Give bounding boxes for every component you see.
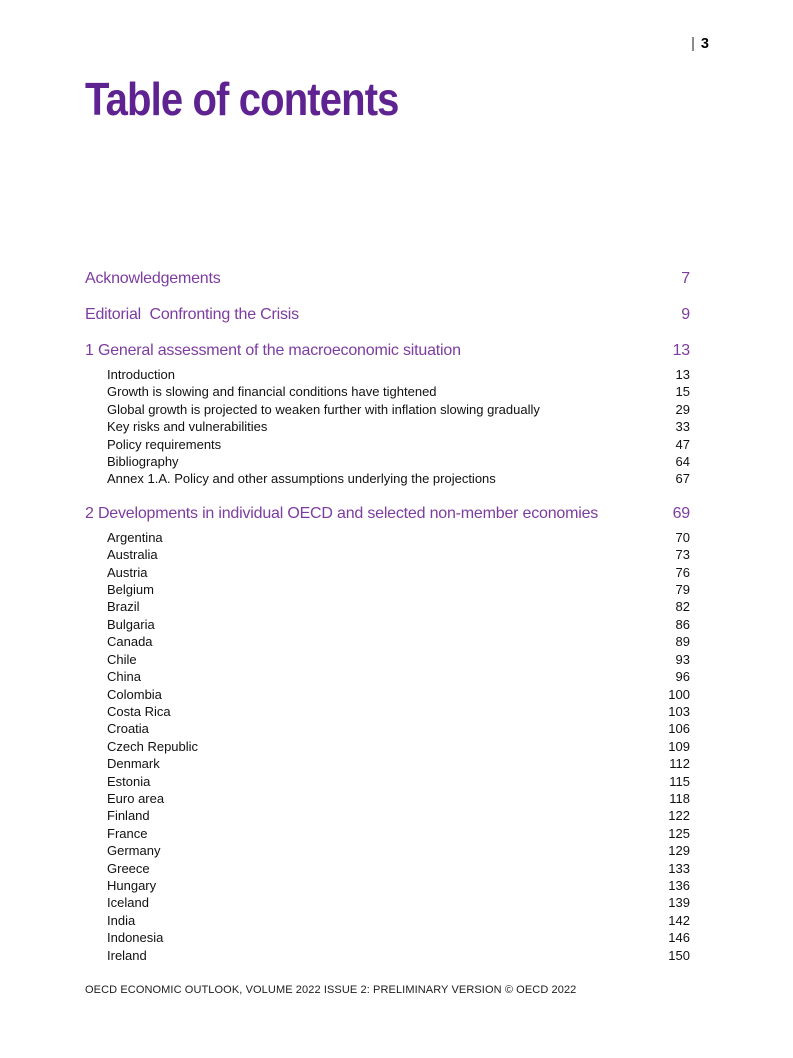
toc-entry-label[interactable]: Canada bbox=[107, 634, 153, 650]
toc-entry-label[interactable]: Colombia bbox=[107, 686, 162, 702]
toc-sub-row[interactable] bbox=[85, 912, 690, 929]
toc-entry-label[interactable]: Introduction bbox=[107, 367, 175, 382]
toc-entry-label[interactable]: Czech Republic bbox=[107, 738, 199, 754]
toc-sub-row[interactable] bbox=[85, 581, 690, 598]
toc-sub-row[interactable] bbox=[85, 947, 690, 964]
toc-entry-page: 15 bbox=[675, 384, 690, 400]
toc-entry-page: 89 bbox=[675, 634, 690, 650]
toc-sub-row[interactable] bbox=[85, 418, 690, 435]
toc-sub-row[interactable] bbox=[85, 877, 690, 894]
toc-entry-label[interactable]: Annex 1.A. Policy and other assumptions underlying the projections bbox=[107, 471, 496, 487]
toc-entry-page: 133 bbox=[668, 860, 690, 876]
toc-sub-row[interactable] bbox=[85, 842, 690, 859]
toc-entry-label[interactable]: Ireland bbox=[107, 947, 147, 963]
toc-sub-row[interactable] bbox=[85, 616, 690, 633]
toc-entry-page: 13 bbox=[672, 342, 690, 359]
toc-entry-label[interactable]: Argentina bbox=[107, 529, 163, 545]
toc-entry-label[interactable]: Australia bbox=[107, 547, 158, 563]
toc-entry-page: 146 bbox=[668, 930, 690, 946]
toc-entry-page: 129 bbox=[668, 843, 690, 859]
header-separator: | bbox=[691, 36, 695, 52]
toc-entry-page: 73 bbox=[675, 547, 690, 563]
toc-entry-label[interactable]: Growth is slowing and financial conditions have tightened bbox=[107, 384, 437, 400]
toc-entry-page: 106 bbox=[668, 721, 690, 737]
toc-entry-page: 125 bbox=[668, 825, 690, 841]
header-page-number: 3 bbox=[700, 36, 709, 52]
toc-entry-page: 93 bbox=[675, 651, 690, 667]
toc-entry-page: 150 bbox=[668, 947, 690, 963]
toc-sub-row[interactable] bbox=[85, 598, 690, 615]
toc-sub-row[interactable] bbox=[85, 825, 690, 842]
toc-entry-page: 122 bbox=[668, 808, 690, 824]
toc-entry-label[interactable]: Acknowledgements bbox=[85, 270, 221, 287]
toc-entry-page: 142 bbox=[668, 912, 690, 928]
toc-sub-row[interactable] bbox=[85, 436, 690, 453]
toc-entry-page: 118 bbox=[669, 790, 690, 806]
toc-entry-page: 82 bbox=[675, 599, 690, 615]
toc-sub-row[interactable] bbox=[85, 703, 690, 720]
toc-entry-page: 13 bbox=[675, 367, 690, 382]
toc-sub-row[interactable] bbox=[85, 470, 690, 487]
toc-entry-page: 9 bbox=[681, 306, 690, 323]
toc-entry-label[interactable]: Croatia bbox=[107, 721, 149, 737]
toc-sub-row[interactable] bbox=[85, 929, 690, 946]
toc-entry-page: 96 bbox=[675, 669, 690, 685]
toc-sub-row[interactable] bbox=[85, 773, 690, 790]
toc-sub-row[interactable] bbox=[85, 633, 690, 650]
toc-sub-row[interactable] bbox=[85, 564, 690, 581]
toc-entry-label[interactable]: Global growth is projected to weaken further with inflation slowing gradually bbox=[107, 401, 540, 417]
toc-entry-label[interactable]: Chile bbox=[107, 651, 137, 667]
toc-sub-row[interactable] bbox=[85, 738, 690, 755]
toc-entry-label[interactable]: 2 Developments in individual OECD and selected non-member economies bbox=[85, 504, 599, 522]
toc-entry-label[interactable]: France bbox=[107, 825, 148, 841]
toc-entry-label[interactable]: Key risks and vulnerabilities bbox=[107, 419, 268, 435]
toc-entry-label[interactable]: Belgium bbox=[107, 582, 154, 598]
table-of-contents bbox=[85, 269, 690, 964]
toc-sub-row[interactable] bbox=[85, 366, 690, 383]
toc-entry-label[interactable]: Iceland bbox=[107, 895, 149, 911]
toc-entry-page: 7 bbox=[681, 270, 690, 287]
toc-entry-page: 115 bbox=[669, 773, 690, 789]
toc-sub-row[interactable] bbox=[85, 401, 690, 418]
toc-entry-label[interactable]: Denmark bbox=[107, 756, 160, 772]
toc-sub-row[interactable] bbox=[85, 807, 690, 824]
toc-entry-label[interactable]: Bibliography bbox=[107, 454, 179, 470]
toc-sub-row[interactable] bbox=[85, 383, 690, 400]
toc-sub-row[interactable] bbox=[85, 894, 690, 911]
toc-entry-page: 136 bbox=[668, 877, 690, 893]
toc-entry-page: 67 bbox=[675, 471, 690, 487]
toc-entry-label[interactable]: Finland bbox=[107, 808, 150, 824]
toc-sub-row[interactable] bbox=[85, 651, 690, 668]
toc-entry-label[interactable]: Euro area bbox=[107, 790, 165, 806]
page-title: Table of contents bbox=[85, 73, 399, 125]
toc-sub-row[interactable] bbox=[85, 790, 690, 807]
toc-sub-row[interactable] bbox=[85, 546, 690, 563]
toc-entry-page: 139 bbox=[668, 895, 690, 911]
toc-entry-page: 76 bbox=[675, 564, 690, 580]
toc-entry-label[interactable]: 1 General assessment of the macroeconomic situation bbox=[85, 342, 461, 359]
toc-sub-row[interactable] bbox=[85, 860, 690, 877]
toc-heading-row[interactable] bbox=[85, 341, 690, 361]
toc-entry-label[interactable]: China bbox=[107, 669, 141, 685]
toc-entry-page: 47 bbox=[675, 436, 690, 452]
toc-entry-page: 112 bbox=[669, 756, 690, 772]
toc-entry-page: 69 bbox=[672, 504, 690, 522]
toc-entry-label[interactable]: Estonia bbox=[107, 773, 151, 789]
toc-entry-page: 70 bbox=[675, 529, 690, 545]
toc-sub-row[interactable] bbox=[85, 529, 690, 546]
toc-entry-label[interactable]: Editorial Confronting the Crisis bbox=[85, 306, 299, 323]
toc-sub-row[interactable] bbox=[85, 755, 690, 772]
toc-entry-label[interactable]: Greece bbox=[107, 860, 150, 876]
page-footer: OECD ECONOMIC OUTLOOK, VOLUME 2022 ISSUE 2: PRELIMINARY VERSION © OECD 2022 bbox=[85, 984, 577, 996]
toc-entry-label[interactable]: Brazil bbox=[107, 599, 140, 615]
toc-entry-label[interactable]: India bbox=[107, 912, 136, 928]
toc-entry-page: 79 bbox=[675, 582, 690, 598]
toc-sub-row[interactable] bbox=[85, 686, 690, 703]
toc-entry-page: 103 bbox=[668, 703, 690, 719]
toc-entry-label[interactable]: Bulgaria bbox=[107, 616, 155, 632]
toc-entry-label[interactable]: Austria bbox=[107, 564, 148, 580]
toc-heading-row[interactable] bbox=[85, 305, 690, 325]
toc-entry-page: 86 bbox=[675, 616, 690, 632]
toc-entry-label[interactable]: Policy requirements bbox=[107, 436, 222, 452]
toc-entry-page: 29 bbox=[675, 401, 690, 417]
toc-entry-page: 100 bbox=[668, 686, 690, 702]
toc-heading-row[interactable] bbox=[85, 504, 690, 524]
toc-sub-row[interactable] bbox=[85, 668, 690, 685]
toc-entry-label[interactable]: Costa Rica bbox=[107, 703, 171, 719]
toc-entry-page: 109 bbox=[668, 738, 690, 754]
toc-sub-row[interactable] bbox=[85, 720, 690, 737]
toc-entry-label[interactable]: Hungary bbox=[107, 877, 157, 893]
toc-entry-label[interactable]: Indonesia bbox=[107, 930, 164, 946]
toc-entry-label[interactable]: Germany bbox=[107, 843, 161, 859]
toc-sub-row[interactable] bbox=[85, 453, 690, 470]
toc-heading-row[interactable] bbox=[85, 269, 690, 289]
page-header bbox=[691, 36, 709, 52]
toc-entry-page: 33 bbox=[675, 419, 690, 435]
toc-entry-page: 64 bbox=[675, 454, 690, 470]
